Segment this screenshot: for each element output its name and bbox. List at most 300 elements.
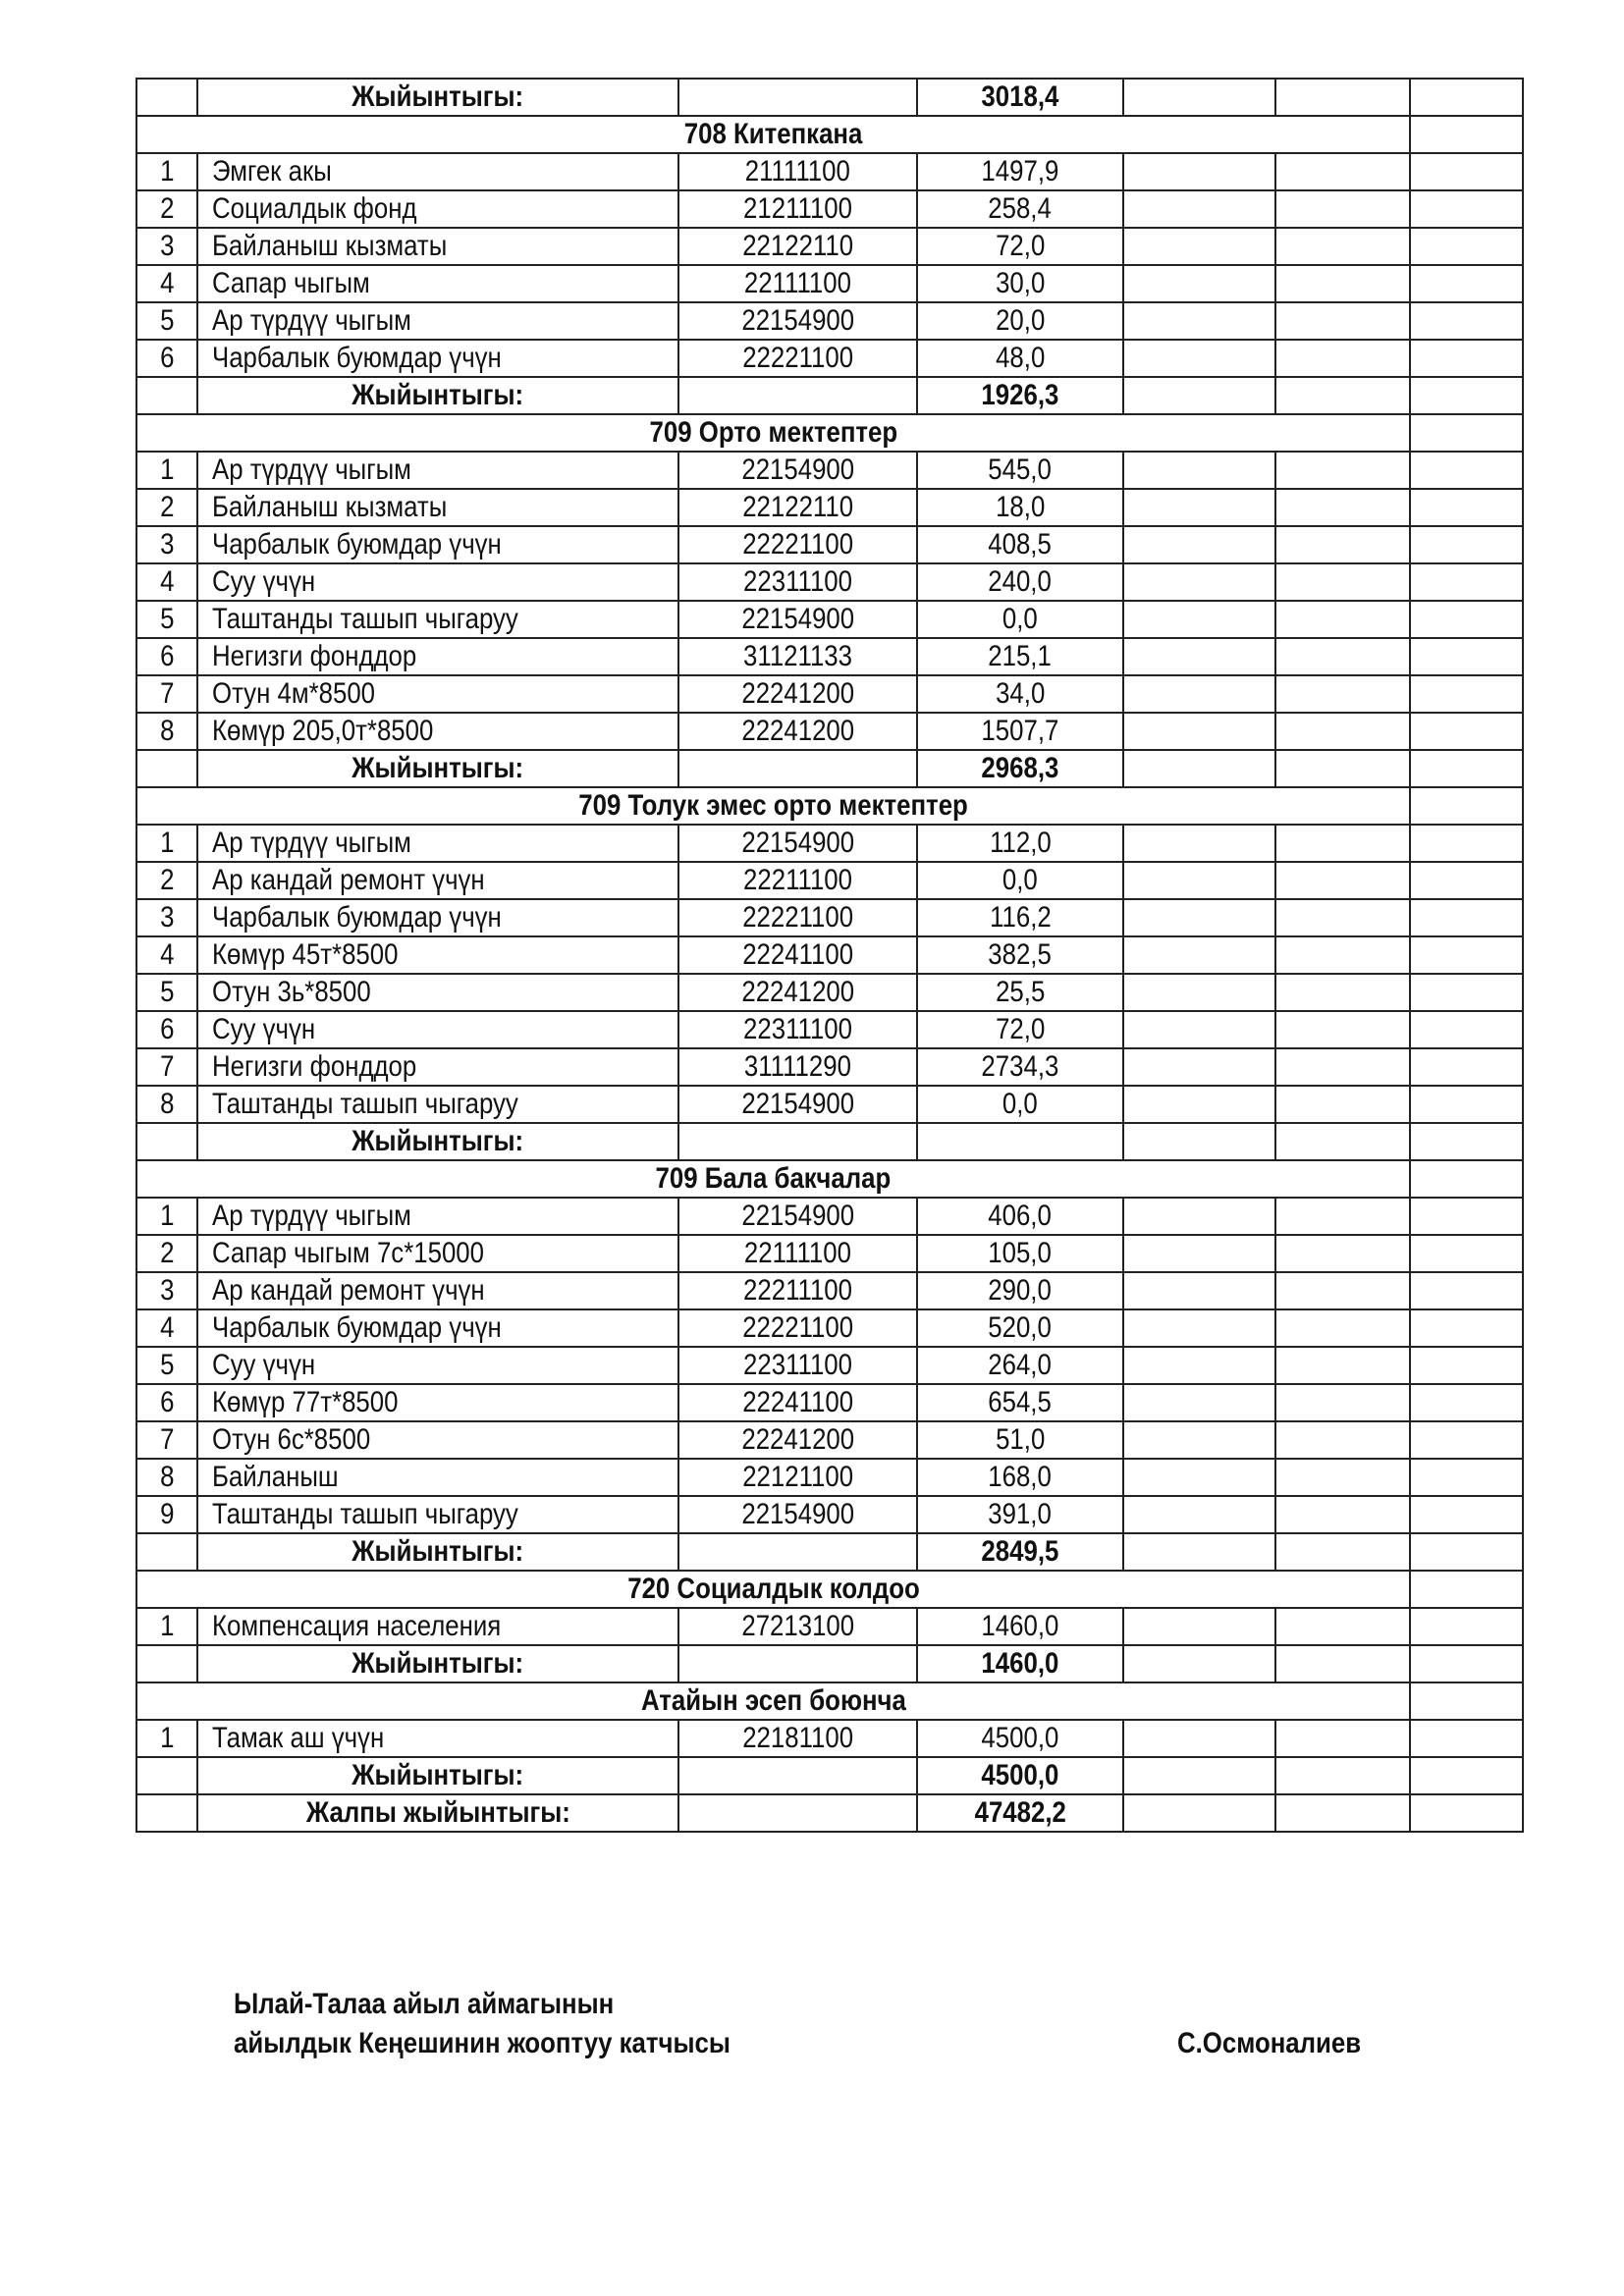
empty-cell	[1410, 1757, 1523, 1794]
empty-cell	[1410, 190, 1523, 228]
total-amount: 4500,0	[917, 1757, 1123, 1794]
grand-total-row	[136, 1794, 1523, 1832]
empty-cell	[1275, 1272, 1410, 1309]
empty-cell	[1275, 228, 1410, 265]
expense-amount: 0,0	[917, 862, 1123, 899]
empty-cell	[1123, 936, 1275, 974]
table-row	[136, 1347, 1523, 1384]
expense-code: 22241100	[678, 1384, 917, 1421]
expense-code: 22154900	[678, 1198, 917, 1235]
row-number: 1	[136, 1198, 197, 1235]
empty-cell	[1410, 787, 1523, 825]
code-cell	[678, 1794, 917, 1832]
table-row	[136, 563, 1523, 601]
empty-cell	[1275, 825, 1410, 862]
expense-code: 22154900	[678, 601, 917, 638]
empty-cell	[1123, 563, 1275, 601]
expense-code: 21111100	[678, 153, 917, 190]
empty-cell	[1410, 1123, 1523, 1160]
signature-block	[234, 1985, 811, 2063]
expense-name: Ар түрдүү чыгым	[197, 302, 678, 340]
empty-cell	[1275, 452, 1410, 489]
empty-cell	[1410, 563, 1523, 601]
expense-amount: 391,0	[917, 1496, 1123, 1533]
section-total-row	[136, 1645, 1523, 1682]
row-number-cell	[136, 1123, 197, 1160]
empty-cell	[1410, 1160, 1523, 1198]
expense-amount: 72,0	[917, 1011, 1123, 1048]
empty-cell	[1123, 1608, 1275, 1645]
table-row	[136, 1235, 1523, 1272]
empty-cell	[1410, 1608, 1523, 1645]
expense-name: Суу үчүн	[197, 1347, 678, 1384]
empty-cell	[1275, 1496, 1410, 1533]
expense-code: 22211100	[678, 862, 917, 899]
empty-cell	[1410, 1571, 1523, 1608]
empty-cell	[1275, 862, 1410, 899]
empty-cell	[1123, 675, 1275, 713]
empty-cell	[1123, 1459, 1275, 1496]
empty-cell	[1275, 1123, 1410, 1160]
empty-cell	[1275, 1011, 1410, 1048]
expense-amount: 2734,3	[917, 1048, 1123, 1086]
empty-cell	[1410, 936, 1523, 974]
empty-cell	[1123, 228, 1275, 265]
expense-amount: 1460,0	[917, 1608, 1123, 1645]
section-header-row	[136, 1160, 1523, 1198]
empty-cell	[1123, 153, 1275, 190]
code-cell	[678, 750, 917, 787]
total-amount: 2968,3	[917, 750, 1123, 787]
total-label: Жыйынтыгы:	[197, 750, 678, 787]
table-row	[136, 1272, 1523, 1309]
expense-amount: 105,0	[917, 1235, 1123, 1272]
empty-cell	[1275, 675, 1410, 713]
empty-cell	[1275, 638, 1410, 675]
table-row	[136, 340, 1523, 377]
code-cell	[678, 79, 917, 116]
empty-cell	[1410, 377, 1523, 414]
empty-cell	[1410, 1198, 1523, 1235]
empty-cell	[1275, 1309, 1410, 1347]
empty-cell	[1123, 1272, 1275, 1309]
empty-cell	[1123, 190, 1275, 228]
empty-cell	[1410, 1496, 1523, 1533]
table-row	[136, 1384, 1523, 1421]
empty-cell	[1410, 1272, 1523, 1309]
expense-code: 22111100	[678, 265, 917, 302]
section-header-row	[136, 1682, 1523, 1720]
section-title: 709 Бала бакчалар	[136, 1160, 1410, 1198]
row-number: 4	[136, 1309, 197, 1347]
expense-name: Байланыш кызматы	[197, 228, 678, 265]
row-number: 6	[136, 1384, 197, 1421]
signatory-name: С.Осмоналиев	[1177, 2027, 1362, 2059]
table-row	[136, 936, 1523, 974]
row-number: 1	[136, 452, 197, 489]
empty-cell	[1275, 526, 1410, 563]
empty-cell	[1410, 713, 1523, 750]
expense-name: Ар түрдүү чыгым	[197, 452, 678, 489]
row-number-cell	[136, 750, 197, 787]
empty-cell	[1275, 153, 1410, 190]
empty-cell	[1123, 974, 1275, 1011]
empty-cell	[1410, 974, 1523, 1011]
empty-cell	[1275, 1235, 1410, 1272]
summary-amount: 3018,4	[917, 79, 1123, 116]
empty-cell	[1123, 452, 1275, 489]
row-number: 4	[136, 265, 197, 302]
empty-cell	[1275, 340, 1410, 377]
section-total-row	[136, 1123, 1523, 1160]
empty-cell	[1123, 1123, 1275, 1160]
empty-cell	[1410, 899, 1523, 936]
expense-name: Таштанды ташып чыгаруу	[197, 601, 678, 638]
empty-cell	[1123, 1235, 1275, 1272]
empty-cell	[1410, 1235, 1523, 1272]
empty-cell	[1410, 1645, 1523, 1682]
expense-code: 22241100	[678, 936, 917, 974]
empty-cell	[1410, 1720, 1523, 1757]
empty-cell	[1410, 1794, 1523, 1832]
section-total-row	[136, 750, 1523, 787]
expense-amount: 258,4	[917, 190, 1123, 228]
section-header-row	[136, 787, 1523, 825]
expense-name: Чарбалык буюмдар үчүн	[197, 1309, 678, 1347]
row-number: 4	[136, 563, 197, 601]
expense-name: Социалдык фонд	[197, 190, 678, 228]
table-row	[136, 899, 1523, 936]
row-number: 7	[136, 675, 197, 713]
empty-cell	[1275, 1384, 1410, 1421]
expense-amount: 34,0	[917, 675, 1123, 713]
expense-code: 22122110	[678, 228, 917, 265]
expense-code: 22241200	[678, 675, 917, 713]
code-cell	[678, 1645, 917, 1682]
empty-cell	[1275, 1720, 1410, 1757]
empty-cell	[1123, 862, 1275, 899]
expense-name: Көмүр 77т*8500	[197, 1384, 678, 1421]
expense-code: 22221100	[678, 526, 917, 563]
expense-amount: 30,0	[917, 265, 1123, 302]
empty-cell	[1275, 489, 1410, 526]
row-number: 3	[136, 228, 197, 265]
expense-amount: 4500,0	[917, 1720, 1123, 1757]
expense-name: Байланыш	[197, 1459, 678, 1496]
expense-name: Эмгек акы	[197, 153, 678, 190]
expense-amount: 1497,9	[917, 153, 1123, 190]
row-number-cell	[136, 1645, 197, 1682]
expense-name: Отун 6с*8500	[197, 1421, 678, 1459]
empty-cell	[1123, 1309, 1275, 1347]
section-title: 709 Толук эмес орто мектептер	[136, 787, 1410, 825]
expense-amount: 545,0	[917, 452, 1123, 489]
empty-cell	[1275, 936, 1410, 974]
table-row	[136, 302, 1523, 340]
empty-cell	[1410, 79, 1523, 116]
empty-cell	[1275, 265, 1410, 302]
empty-cell	[1410, 1421, 1523, 1459]
total-label: Жыйынтыгы:	[197, 1645, 678, 1682]
empty-cell	[1123, 489, 1275, 526]
total-amount: 2849,5	[917, 1533, 1123, 1571]
expense-code: 22211100	[678, 1272, 917, 1309]
empty-cell	[1123, 1720, 1275, 1757]
section-header-row	[136, 414, 1523, 452]
table-row	[136, 228, 1523, 265]
summary-label: Жыйынтыгы:	[197, 79, 678, 116]
expense-name: Отун 4м*8500	[197, 675, 678, 713]
expense-code: 22122110	[678, 489, 917, 526]
row-number: 5	[136, 1347, 197, 1384]
empty-cell	[1123, 1794, 1275, 1832]
empty-cell	[1275, 1794, 1410, 1832]
section-total-row	[136, 377, 1523, 414]
empty-cell	[1123, 1757, 1275, 1794]
expense-code: 22221100	[678, 340, 917, 377]
table-row	[136, 1086, 1523, 1123]
expense-amount: 25,5	[917, 974, 1123, 1011]
table-row	[136, 1011, 1523, 1048]
section-header-row	[136, 116, 1523, 153]
empty-cell	[1275, 601, 1410, 638]
expense-amount: 406,0	[917, 1198, 1123, 1235]
empty-cell	[1275, 1533, 1410, 1571]
table-body	[136, 79, 1523, 1832]
empty-cell	[1410, 675, 1523, 713]
empty-cell	[1410, 414, 1523, 452]
signature-line-1: Ылай-Талаа айыл аймагынын	[234, 1988, 615, 2020]
empty-cell	[1410, 1384, 1523, 1421]
empty-cell	[1123, 1533, 1275, 1571]
expense-code: 22241200	[678, 1421, 917, 1459]
empty-cell	[1410, 862, 1523, 899]
empty-cell	[1410, 601, 1523, 638]
empty-cell	[1275, 713, 1410, 750]
empty-cell	[1410, 489, 1523, 526]
section-total-row	[136, 1757, 1523, 1794]
table-row	[136, 1048, 1523, 1086]
empty-cell	[1275, 302, 1410, 340]
table-row	[136, 1198, 1523, 1235]
expense-amount: 20,0	[917, 302, 1123, 340]
expense-amount: 290,0	[917, 1272, 1123, 1309]
total-label: Жыйынтыгы:	[197, 377, 678, 414]
expense-code: 22241200	[678, 713, 917, 750]
table-row	[136, 1720, 1523, 1757]
expense-amount: 654,5	[917, 1384, 1123, 1421]
empty-cell	[1123, 265, 1275, 302]
empty-cell	[1123, 1086, 1275, 1123]
empty-cell	[1123, 526, 1275, 563]
empty-cell	[1275, 1645, 1410, 1682]
expense-amount: 168,0	[917, 1459, 1123, 1496]
empty-cell	[1410, 1309, 1523, 1347]
empty-cell	[1410, 1048, 1523, 1086]
empty-cell	[1410, 1011, 1523, 1048]
expense-name: Сапар чыгым	[197, 265, 678, 302]
row-number: 4	[136, 936, 197, 974]
table-row	[136, 1608, 1523, 1645]
grand-total-label: Жалпы жыйынтыгы:	[197, 1794, 678, 1832]
row-number: 7	[136, 1048, 197, 1086]
expense-name: Чарбалык буюмдар үчүн	[197, 899, 678, 936]
expense-name: Көмүр 205,0т*8500	[197, 713, 678, 750]
empty-cell	[1410, 1533, 1523, 1571]
expense-code: 22154900	[678, 825, 917, 862]
row-number: 6	[136, 340, 197, 377]
empty-cell	[1123, 899, 1275, 936]
empty-cell	[1123, 1198, 1275, 1235]
table-row	[136, 190, 1523, 228]
expense-name: Байланыш кызматы	[197, 489, 678, 526]
code-cell	[678, 1757, 917, 1794]
summary-row	[136, 79, 1523, 116]
empty-cell	[1410, 228, 1523, 265]
empty-cell	[1275, 377, 1410, 414]
expense-amount: 112,0	[917, 825, 1123, 862]
row-number: 2	[136, 489, 197, 526]
row-number: 6	[136, 1011, 197, 1048]
table-row	[136, 153, 1523, 190]
empty-cell	[1275, 750, 1410, 787]
expense-name: Сапар чыгым 7с*15000	[197, 1235, 678, 1272]
code-cell	[678, 1533, 917, 1571]
expense-code: 31121133	[678, 638, 917, 675]
expense-amount: 520,0	[917, 1309, 1123, 1347]
expense-code: 22311100	[678, 1347, 917, 1384]
row-number: 9	[136, 1496, 197, 1533]
total-label: Жыйынтыгы:	[197, 1533, 678, 1571]
expense-amount: 264,0	[917, 1347, 1123, 1384]
row-number: 7	[136, 1421, 197, 1459]
expense-amount: 116,2	[917, 899, 1123, 936]
expense-name: Таштанды ташып чыгаруу	[197, 1496, 678, 1533]
expense-code: 22154900	[678, 1086, 917, 1123]
empty-cell	[1123, 1384, 1275, 1421]
grand-total-amount: 47482,2	[917, 1794, 1123, 1832]
total-amount: 1460,0	[917, 1645, 1123, 1682]
row-number: 5	[136, 974, 197, 1011]
row-number: 1	[136, 153, 197, 190]
empty-cell	[1123, 1421, 1275, 1459]
table-row	[136, 862, 1523, 899]
empty-cell	[1410, 265, 1523, 302]
expense-code: 22154900	[678, 1496, 917, 1533]
table-row	[136, 1459, 1523, 1496]
expense-amount: 215,1	[917, 638, 1123, 675]
expense-code: 22121100	[678, 1459, 917, 1496]
expense-name: Компенсация населения	[197, 1608, 678, 1645]
empty-cell	[1123, 1645, 1275, 1682]
row-number: 2	[136, 1235, 197, 1272]
table-row	[136, 825, 1523, 862]
empty-cell	[1275, 1086, 1410, 1123]
expense-code: 22181100	[678, 1720, 917, 1757]
empty-cell	[1410, 452, 1523, 489]
table-row	[136, 1309, 1523, 1347]
row-number-cell	[136, 1757, 197, 1794]
empty-cell	[1410, 116, 1523, 153]
empty-cell	[1275, 1757, 1410, 1794]
expense-name: Суу үчүн	[197, 563, 678, 601]
empty-cell	[1275, 563, 1410, 601]
row-number: 8	[136, 1086, 197, 1123]
section-header-row	[136, 1571, 1523, 1608]
empty-cell	[1275, 1198, 1410, 1235]
expense-code: 22311100	[678, 1011, 917, 1048]
expense-code: 22154900	[678, 452, 917, 489]
empty-cell	[1123, 1011, 1275, 1048]
budget-table	[135, 78, 1524, 1833]
empty-cell	[1123, 377, 1275, 414]
section-total-row	[136, 1533, 1523, 1571]
empty-cell	[1410, 302, 1523, 340]
empty-cell	[1275, 190, 1410, 228]
row-number: 5	[136, 601, 197, 638]
empty-cell	[1123, 1496, 1275, 1533]
table-row	[136, 265, 1523, 302]
empty-cell	[1410, 1086, 1523, 1123]
expense-name: Ар түрдүү чыгым	[197, 1198, 678, 1235]
table-row	[136, 601, 1523, 638]
table-row	[136, 1421, 1523, 1459]
row-number: 3	[136, 526, 197, 563]
expense-name: Таштанды ташып чыгаруу	[197, 1086, 678, 1123]
table-row	[136, 489, 1523, 526]
expense-amount: 0,0	[917, 601, 1123, 638]
empty-cell	[1123, 302, 1275, 340]
expense-amount: 0,0	[917, 1086, 1123, 1123]
signature-line-2: айылдык Кеңешинин жооптуу катчысы	[234, 2027, 731, 2059]
empty-cell	[1123, 79, 1275, 116]
empty-cell	[1275, 1421, 1410, 1459]
expense-name: Негизги фонддор	[197, 1048, 678, 1086]
expense-code: 22154900	[678, 302, 917, 340]
empty-cell	[1123, 601, 1275, 638]
table-row	[136, 974, 1523, 1011]
row-number-cell	[136, 1794, 197, 1832]
expense-code: 21211100	[678, 190, 917, 228]
expense-code: 22111100	[678, 1235, 917, 1272]
expense-amount: 18,0	[917, 489, 1123, 526]
table-row	[136, 675, 1523, 713]
total-amount	[917, 1123, 1123, 1160]
expense-amount: 72,0	[917, 228, 1123, 265]
table-row	[136, 526, 1523, 563]
total-amount: 1926,3	[917, 377, 1123, 414]
expense-amount: 51,0	[917, 1421, 1123, 1459]
empty-cell	[1123, 713, 1275, 750]
row-number: 3	[136, 899, 197, 936]
empty-cell	[1410, 825, 1523, 862]
expense-name: Чарбалык буюмдар үчүн	[197, 526, 678, 563]
expense-code: 27213100	[678, 1608, 917, 1645]
row-number: 8	[136, 713, 197, 750]
row-number: 5	[136, 302, 197, 340]
empty-cell	[1410, 1347, 1523, 1384]
empty-cell	[1123, 1048, 1275, 1086]
row-number: 6	[136, 638, 197, 675]
expense-code: 31111290	[678, 1048, 917, 1086]
empty-cell	[1275, 899, 1410, 936]
expense-name: Тамак аш үчүн	[197, 1720, 678, 1757]
expense-amount: 48,0	[917, 340, 1123, 377]
expense-name: Суу үчүн	[197, 1011, 678, 1048]
empty-cell	[1410, 153, 1523, 190]
code-cell	[678, 377, 917, 414]
row-number: 2	[136, 190, 197, 228]
